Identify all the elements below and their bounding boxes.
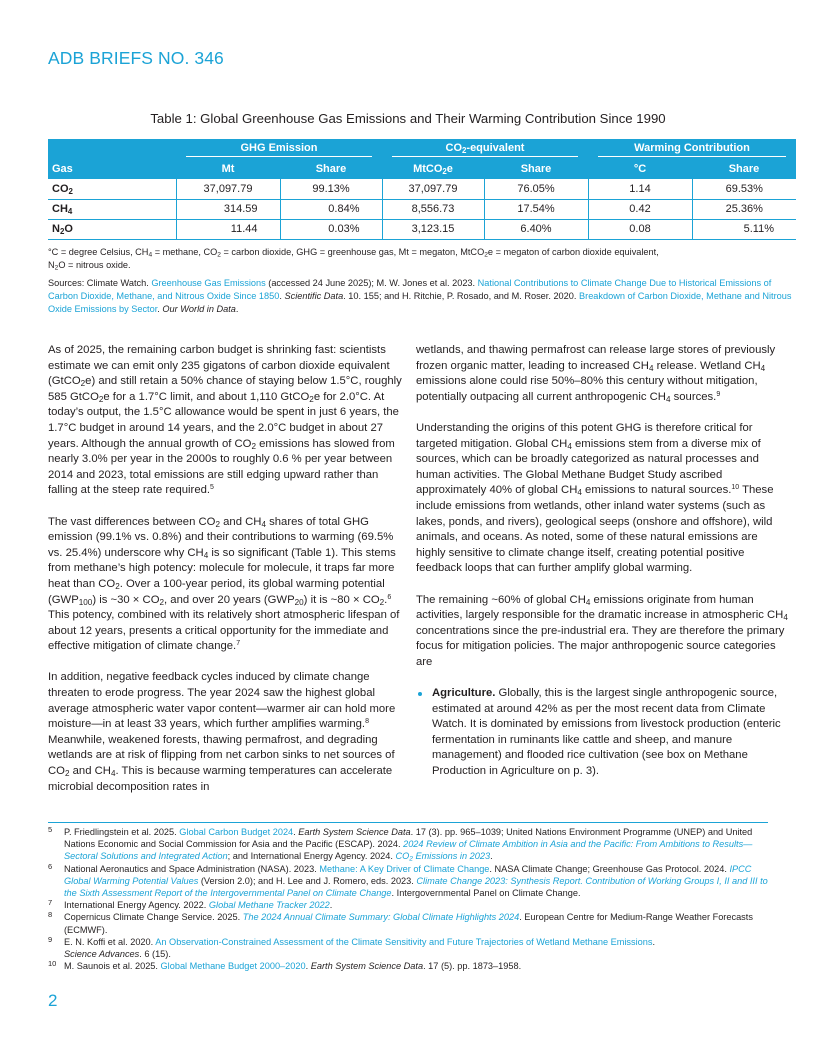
footnote-link[interactable]: Global Carbon Budget 2024 [179,827,294,837]
co2e-share-cell: 76.05% [484,179,588,199]
footnote-ref[interactable]: 8 [365,718,369,726]
co2e-share-cell: 17.54% [484,199,588,219]
gas-cell: $N_2O$ [48,219,176,239]
gas-cell: $CH_4$ [48,199,176,219]
footnote-6: 6 National Aeronautics and Space Administration (NASA). 2023. Methane: A Key Driver of Climate Change. NASA Climate Change; Greenhouse Gas Protocol. 2024. IPCC Global Warming Potential Values (Version 2.0); and H. Lee and J. Romero, eds. 2023. Climate Change 2023: Synthesis Report. Contribution of Working Groups I, II and III to the Sixth Assessment Report of the Intergovernmental Panel on Climate Change. Intergovernmental Panel on Climate Change. [48,861,768,899]
mt-share-cell: 0.03% [280,219,382,239]
column-header-mt: Mt [176,159,280,179]
footnote-link[interactable]: An Observation-Constrained Assessment of the Climate Sensitivity and Future Trajectories of Wetland Methane Emissions [155,936,653,947]
footnote-link[interactable]: Climate Change 2023: Synthesis Report. Contribution of Working Groups I, II and III to the Sixth Assessment Report of the Intergovernmental Panel on Climate Change [64,875,768,899]
sources-note: Sources: Climate Watch. Greenhouse Gas Emissions (accessed 24 June 2025); M. W. Jones et al. 2023. National Contributions to Climate Change Due to Historical Emissions of Carbon Dioxide, Methane, and Nitrous Oxide Since 1850. Scientific Data. 10. 155; and H. Ritchie, P. Rosado, and M. Roser. 2020. Breakdown of Carbon Dioxide, Methane and Nitrous Oxide Emissions by Sector. Our World in Data. [48,278,792,314]
publication-header: ADB BRIEFS NO. 346 [48,48,224,68]
source-link-national-contributions[interactable]: National Contributions to Climate Change Due to Historical Emissions of Carbon Dioxide, Methane, and Nitrous Oxide Since 1850 [48,278,772,301]
column-header-gas: Gas [48,159,176,179]
table-title: Table 1: Global Greenhouse Gas Emissions and Their Warming Contribution Since 1990 [150,111,666,126]
gas-cell: $CO_2$ [48,179,176,199]
footnote-link[interactable]: IPCC Global Warming Potential Values [64,863,752,886]
group-header-warming-contribution: Warming Contribution [588,139,796,159]
table-row [48,179,796,199]
mtco2e-cell: 37,097.79 [382,179,484,199]
bullet-icon [418,692,422,696]
source-link-ghg-emissions[interactable]: Greenhouse Gas Emissions [151,278,266,288]
footnote-ref[interactable]: 7 [236,640,241,648]
footnote-link[interactable]: Methane: A Key Driver of Climate Change [319,863,490,874]
mtco2e-cell: 8,556.73 [382,199,484,219]
footnote-ref[interactable]: 6 [387,593,392,601]
paragraph-feedback-cycles-continued: wetlands, and thawing permafrost can release large stores of previously frozen organic matter, leading to increased $CH_4$ release. Wetland $CH_4$ emissions alone could rise 50%–80% this century without mitigation, potentially outpacing all current anthropogenic $CH_4$ sources.$^9$ [416,344,776,404]
group-header-co2-equivalent: $CO_2$-equivalent [382,139,588,159]
warming-share-cell: 5.11% [692,219,796,239]
column-header-share: Share [484,159,588,179]
mt-cell: 37,097.79 [176,179,280,199]
footnote-8: 8 Copernicus Climate Change Service. 2025. The 2024 Annual Climate Summary: Global Climate Highlights 2024. European Centre for Medium-Range Weather Forecasts (ECMWF). [48,910,753,935]
paragraph-anthropogenic-sources: The remaining ~60% of global $CH_4$ emissions originate from human activities, largely responsible for the dramatic increase in atmospheric $CH_4$ concentrations since the pre-industrial era. They are therefore the primary focus for mitigation policies. The major anthropogenic source categories are [416,593,788,668]
footnote-link[interactable]: 2024 Review of Climate Ambition in Asia and the Pacific: From Ambitions to Results—Sectoral Solutions and Integrated Action [64,839,753,862]
source-link-breakdown-by-sector[interactable]: Breakdown of Carbon Dioxide, Methane and Nitrous Oxide Emissions by Sector [48,291,792,314]
column-header-mtco2e: MtCO$_2$e [382,159,484,179]
paragraph-methane-potency: The vast differences between $CO_2$ and $CH_4$ shares of total GHG emission (99.1% vs. 0.8%) and their contributions to warming (69.5% vs. 25.4%) underscore why $CH_4$ is so significant (Table 1). This stems from methane’s high potency: molecule for molecule, it traps far more heat than $CO_2$. Over a 100-year period, its global warming potential $(GWP_{100})$ is ~30 × $CO_2$, and over 20 years $(GWP_{20})$ it is ~80 × $CO_2.^6$ This potency, combined with its relatively short atmospheric lifespan of about 12 years, presents a critical opportunity for the immediate and effective mitigation of climate change.$^7$ [48,515,400,653]
ghg-emissions-table [48,139,796,240]
footnote-ref[interactable]: 5 [210,484,214,492]
table-row [48,199,796,219]
table-column-header-row [48,159,796,179]
group-header-ghg-emission: GHG Emission [176,139,382,159]
degrees-cell: 0.08 [588,219,692,239]
column-header-share: Share [280,159,382,179]
table-row [48,219,796,239]
footnote-9: 9 E. N. Koffi et al. 2020. An Observation-Constrained Assessment of the Climate Sensitivity and Future Trajectories of Wetland Methane Emissions. Science Advances. 6 (15). [48,934,656,960]
degrees-cell: 0.42 [588,199,692,219]
paragraph-carbon-budget: As of 2025, the remaining carbon budget is shrinking fast: scientists estimate we can emit only 235 gigatons of carbon dioxide equivalent (GtCO$_2$e) and still retain a 50% chance of staying below 1.5°C, roughly 585 GtCO$_2$e for a 1.7°C limit, and about 1,110 GtCO$_2$e for 2.0°C. At today’s output, the 1.5°C allowance would be spent in just 6 years, the 1.7°C budget in around 14 years, and the 2.0°C budget in about 27 years. Although the annual growth of $CO_2$ emissions has slowed from nearly 3.0% per year in the 2000s to roughly 0.6 % per year between 2014 and 2023, total emissions are still edging upward rather than falling at the steep rate required.$^5$ [48,344,402,497]
footnote-5: 5 P. Friedlingstein et al. 2025. Global Carbon Budget 2024. Earth System Science Data. 17 (3). pp. 965–1039; United Nations Environment Programme (UNEP) and United Nations Economic and Social Commission for Asia and the Pacific (ESCAP). 2024. 2024 Review of Climate Ambition in Asia and the Pacific: From Ambitions to Results—Sectoral Solutions and Integrated Action; and International Energy Agency. 2024. $CO_2$ Emissions in 2023. [48,825,753,864]
footnotes [48,826,778,972]
mt-share-cell: 0.84% [280,199,382,219]
footnote-7: 7 International Energy Agency. 2022. Global Methane Tracker 2022. [48,898,333,911]
footnote-link[interactable]: $CO_2$ Emissions in 2023 [395,851,491,864]
table-notes [48,246,798,316]
mt-cell: 314.59 [176,199,280,219]
footnote-ref[interactable]: 10 [731,484,740,492]
column-header-share: Share [692,159,796,179]
body-column-left [48,343,410,795]
column-header-degrees: °C [588,159,692,179]
footnote-link[interactable]: The 2024 Annual Climate Summary: Global Climate Highlights 2024 [242,912,520,923]
abbreviations-note: °C = degree Celsius, $CH_4$ = methane, $CO_2$ = carbon dioxide, GHG = greenhouse gas, Mt = megaton, MtCO$_2$e = megaton of carbon dioxide equivalent, $N_2O$ = nitrous oxide. [48,247,659,272]
warming-share-cell: 25.36% [692,199,796,219]
empty-header-cell [48,139,176,159]
footnote-ref[interactable]: 9 [716,390,721,398]
footnote-link[interactable]: Global Methane Budget 2000–2020 [160,961,306,972]
footnote-divider [48,822,768,823]
paragraph-feedback-cycles: In addition, negative feedback cycles induced by climate change threaten to erode progress. The year 2024 saw the highest global average atmospheric water vapor content—warmer air can hold more moisture—in at least 33 years, which further amplifies warming.$^8$ Meanwhile, weakened forests, thawing permafrost, and degrading wetlands are at risk of flipping from net carbon sinks to net sources of $CO_2$ and $CH_4$. This is because warming temperatures can accelerate microbial decomposition rates in [48,671,396,793]
page-number: 2 [48,991,58,1010]
table-group-header-row [48,139,796,159]
co2e-share-cell: 6.40% [484,219,588,239]
body-column-right [416,343,788,780]
warming-share-cell: 69.53% [692,179,796,199]
mtco2e-cell: 3,123.15 [382,219,484,239]
paragraph-methane-origins: Understanding the origins of this potent GHG is therefore critical for targeted mitigation. Global $CH_4$ emissions stem from a diverse mix of sources, which can be broadly categorized as natural processes and human activities. The Global Methane Budget Study ascribed approximately 40% of global $CH_4$ emissions to natural sources.$^{10}$ These include emissions from wetlands, other inland water systems (such as lakes, ponds, and rivers), geological seeps (onshore and offshore), wild animals, and oceans. As noted, some of these natural emissions are highly sensitive to climate change itself, creating potential positive feedback loops that can further amplify global warming. [416,421,774,575]
mt-cell: 11.44 [176,219,280,239]
footnote-10: 10 M. Saunois et al. 2025. Global Methane Budget 2000–2020. Earth System Science Data. 17 (5). pp. 1873–1958. [48,959,522,972]
mt-share-cell: 99.13% [280,179,382,199]
footnote-link[interactable]: Global Methane Tracker 2022 [208,900,330,911]
degrees-cell: 1.14 [588,179,692,199]
bullet-agriculture: Agriculture. Globally, this is the largest single anthropogenic source, estimated at around 42% as per the most recent data from Climate Watch. It is dominated by emissions from livestock production (enteric fermentation in ruminants like cattle and sheep, and manure management) and flooded rice cultivation (see box on Methane Production in Agriculture on p. 3). [416,686,788,780]
